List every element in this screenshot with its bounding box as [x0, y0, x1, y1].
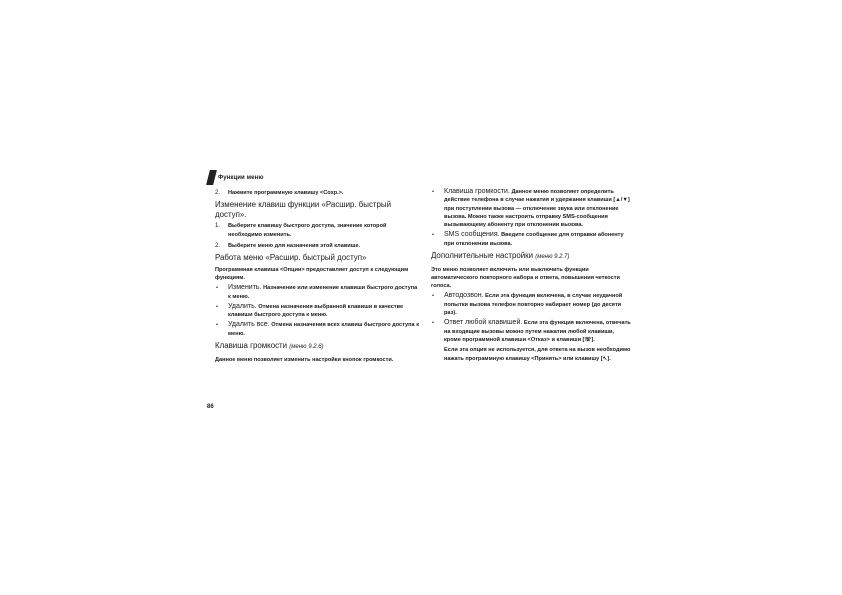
list-item-desc: Введите сообщение для отправки абоненту при отклонении вызова.	[444, 232, 624, 247]
step-number: 2.	[215, 242, 221, 249]
heading-title: Дополнительные настройки	[431, 251, 536, 261]
heading-shortcut-menu: Работа меню «Расшир. быстрый доступ»	[215, 253, 367, 263]
list-item	[215, 284, 420, 301]
list-item	[431, 292, 631, 317]
step-text: Нажмите программную клавишу <Сохр.>.	[228, 190, 344, 196]
heading-volume-key	[215, 341, 420, 353]
menu-ref: (меню 9.2.6)	[289, 344, 324, 351]
list-item-term: Клавиша громкости.	[444, 188, 510, 195]
step-number: 2.	[215, 190, 221, 196]
bullet-icon: •	[216, 322, 218, 329]
bullet-icon: •	[216, 285, 218, 292]
step-number: 1.	[215, 223, 221, 230]
list-item-term: Изменить.	[228, 284, 262, 292]
bullet-icon: •	[432, 232, 434, 239]
bullet-icon: •	[432, 320, 434, 327]
list-item-desc: Если эта функция включена, в случае неудачной попытки вызова телефон повторно набирает номер (до десяти раз).	[444, 293, 623, 317]
step-text: Выберите клавишу быстрого доступа, значение которой необходимо изменить.	[228, 223, 387, 238]
list-item-term: Удалить все.	[228, 321, 270, 329]
list-item-desc: Отмена назначения всех клавиш быстрого доступа к меню.	[228, 322, 419, 337]
list-item-term: SMS сообщения.	[444, 231, 500, 239]
bullet-icon: •	[432, 293, 434, 300]
list-item-desc: Если эта функция включена, отвечать на входящие вызовы можно путем нажатия любой клавиши, кроме программной клавиши <Отказ> и клавиши [☏].	[444, 320, 631, 343]
step-item	[215, 189, 420, 197]
heading-edit-shortcuts: Изменение клавиш функции «Расшир. быстрый доступ».	[215, 200, 391, 219]
section-title: Функции меню	[218, 175, 264, 181]
list-item-term: Автодозвон.	[444, 292, 484, 300]
paragraph: Данное меню позволяет изменить настройки кнопок громкости.	[215, 356, 394, 363]
list-item-term: Ответ любой клавишей.	[444, 319, 523, 327]
bullet-icon: •	[216, 303, 218, 310]
menu-ref: (меню 9.2.7)	[535, 254, 570, 261]
right-column	[431, 188, 631, 365]
step-text: Выберите меню для назначения этой клавише.	[228, 242, 361, 249]
list-item-desc: Назначение или изменение клавиши быстрого доступа к меню.	[228, 285, 418, 300]
step-item	[215, 222, 420, 239]
step-item	[215, 242, 420, 250]
paragraph: Это меню позволяет включить или выключить функции автоматического повторного набора и ответа, повышения четкости голоса.	[431, 266, 620, 290]
list-item-term: Удалить.	[228, 302, 257, 310]
list-item-desc: Отмена назначения выбранной клавиши в качестве клавиши быстрого доступа к меню.	[228, 303, 404, 319]
continuation-text: Если эта опция не используется, для ответа на вызов необходимо нажать программную клавишу <Принять> или клавишу [↖].	[444, 347, 631, 362]
list-item-continuation	[431, 346, 631, 363]
page-number: 86	[207, 404, 214, 410]
list-item	[215, 321, 420, 338]
list-item	[431, 231, 631, 248]
heading-advanced-settings	[431, 251, 631, 263]
paragraph: Программная клавиша <Опции> предоставляет доступ к следующим функциям.	[215, 266, 409, 281]
list-item	[215, 303, 420, 320]
list-item	[431, 319, 631, 344]
left-column	[215, 189, 420, 366]
heading-title: Клавиша громкости	[215, 341, 290, 351]
bullet-icon: •	[432, 189, 434, 195]
list-item	[431, 188, 631, 229]
list-item-desc: Данное меню позволяет определить действие телефона в случае нажатия и удержания клавиши [▲/▼] при поступлении вызова — отключение звука или отклонение вызова. Можно также настроить отправку SMS-сообщения вызывающему абоненту при отклонении вызова.	[444, 189, 630, 229]
